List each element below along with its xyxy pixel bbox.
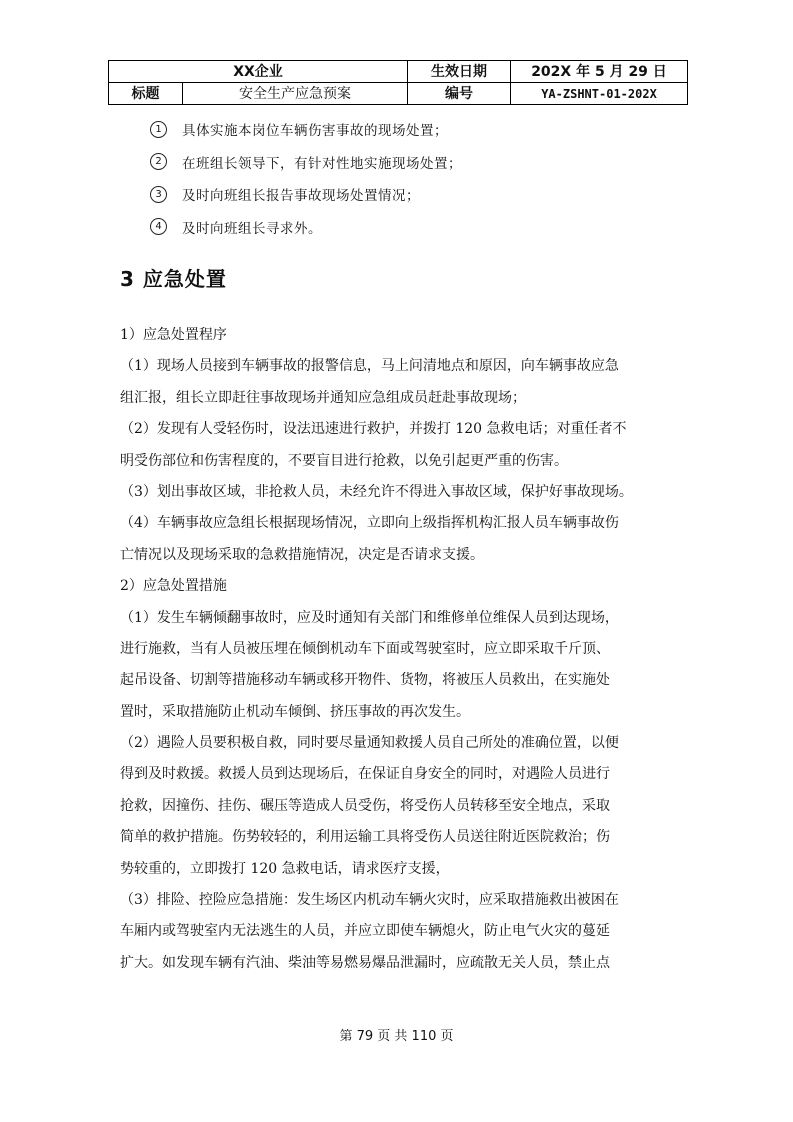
body-line: 车厢内或驾驶室内无法逃生的人员，并应立即使车辆熄火，防止电气火灾的蔓延 [120,923,610,940]
body-line: （2）遇险人员要积极自救，同时要尽量通知救援人员自己所处的准确位置，以便 [120,735,619,752]
circled-number: 3 [150,186,167,203]
body-line: （1）现场人员接到车辆事故的报警信息，马上问清地点和原因，向车辆事故应急 [120,358,619,375]
code-value: YA-ZSHNT-01-202X [511,83,688,105]
circled-number: 1 [150,121,167,138]
list-item-text: 及时向班组长报告事故现场处置情况； [182,188,420,205]
body-line: 明受伤部位和伤害程度的，不要盲目进行抢救，以免引起更严重的伤害。 [120,452,568,469]
list-item-text: 在班组长领导下，有针对性地实施现场处置； [182,155,462,172]
list-item [150,113,462,146]
body-line: 抢救，因撞伤、挂伤、碾压等造成人员受伤，将受伤人员转移至安全地点，采取 [120,797,610,814]
body-line: 得到及时救援。救援人员到达现场后，在保证自身安全的同时，对遇险人员进行 [120,766,610,783]
title-value: 安全生产应急预案 [183,83,408,105]
body-line: 置时，采取措施防止机动车倾倒、挤压事故的再次发生。 [120,703,470,720]
body-line: （2）发现有人受轻伤时，设法迅速进行救护，并拨打 120 急救电话；对重任者不 [120,421,627,438]
body-line: 势较重的，立即拨打 120 急救电话，请求医疗支援， [120,860,450,877]
company-name: XX企业 [109,61,408,83]
body-line: （3）排险、控险应急措施：发生场区内机动车辆火灾时，应采取措施救出被困在 [120,892,619,909]
effective-date-value: 202X 年 5 月 29 日 [511,61,688,83]
title-label: 标题 [109,83,183,105]
list-item-text: 及时向班组长寻求外。 [182,220,322,237]
responsibility-list [150,113,462,243]
circled-number: 4 [150,218,167,235]
header-row-1 [109,61,688,83]
body-line: 起吊设备、切割等措施移动车辆或移开物件、货物，将被压人员救出，在实施处 [120,672,610,689]
code-label: 编号 [408,83,511,105]
body-line: （4）车辆事故应急组长根据现场情况，立即向上级指挥机构汇报人员车辆事故伤 [120,515,619,532]
list-item [150,146,462,179]
body-line: 简单的救护措施。伤势较轻的，利用运输工具将受伤人员送往附近医院救治；伤 [120,829,610,846]
list-item [150,178,462,211]
body-line: （1）发生车辆倾翻事故时，应及时通知有关部门和维修单位维保人员到达现场， [120,609,619,626]
body-line: 组汇报，组长立即赶往事故现场并通知应急组成员赶赴事故现场； [120,389,526,406]
body-line: 进行施救，当有人员被压埋在倾倒机动车下面或驾驶室时，应立即采取千斤顶、 [120,640,610,657]
document-header-table [108,60,688,105]
list-item [150,211,462,244]
list-item-text: 具体实施本岗位车辆伤害事故的现场处置； [182,123,448,140]
effective-date-label: 生效日期 [408,61,511,83]
body-line: 2）应急处置措施 [120,578,227,595]
body-line: 亡情况以及现场采取的急救措施情况，决定是否请求支援。 [120,546,484,563]
body-line: 扩大。如发现车辆有汽油、柴油等易燃易爆品泄漏时，应疏散无关人员，禁止点 [120,954,610,971]
circled-number: 2 [150,153,167,170]
page-footer: 第 79 页 共 110 页 [339,1029,454,1044]
section-heading: 3 应急处置 [120,267,227,291]
header-row-2 [109,83,688,105]
body-line: 1）应急处置程序 [120,327,227,343]
body-text [120,320,686,979]
body-line: （3）划出事故区域，非抢救人员，未经允许不得进入事故区域，保护好事故现场。 [120,483,633,500]
